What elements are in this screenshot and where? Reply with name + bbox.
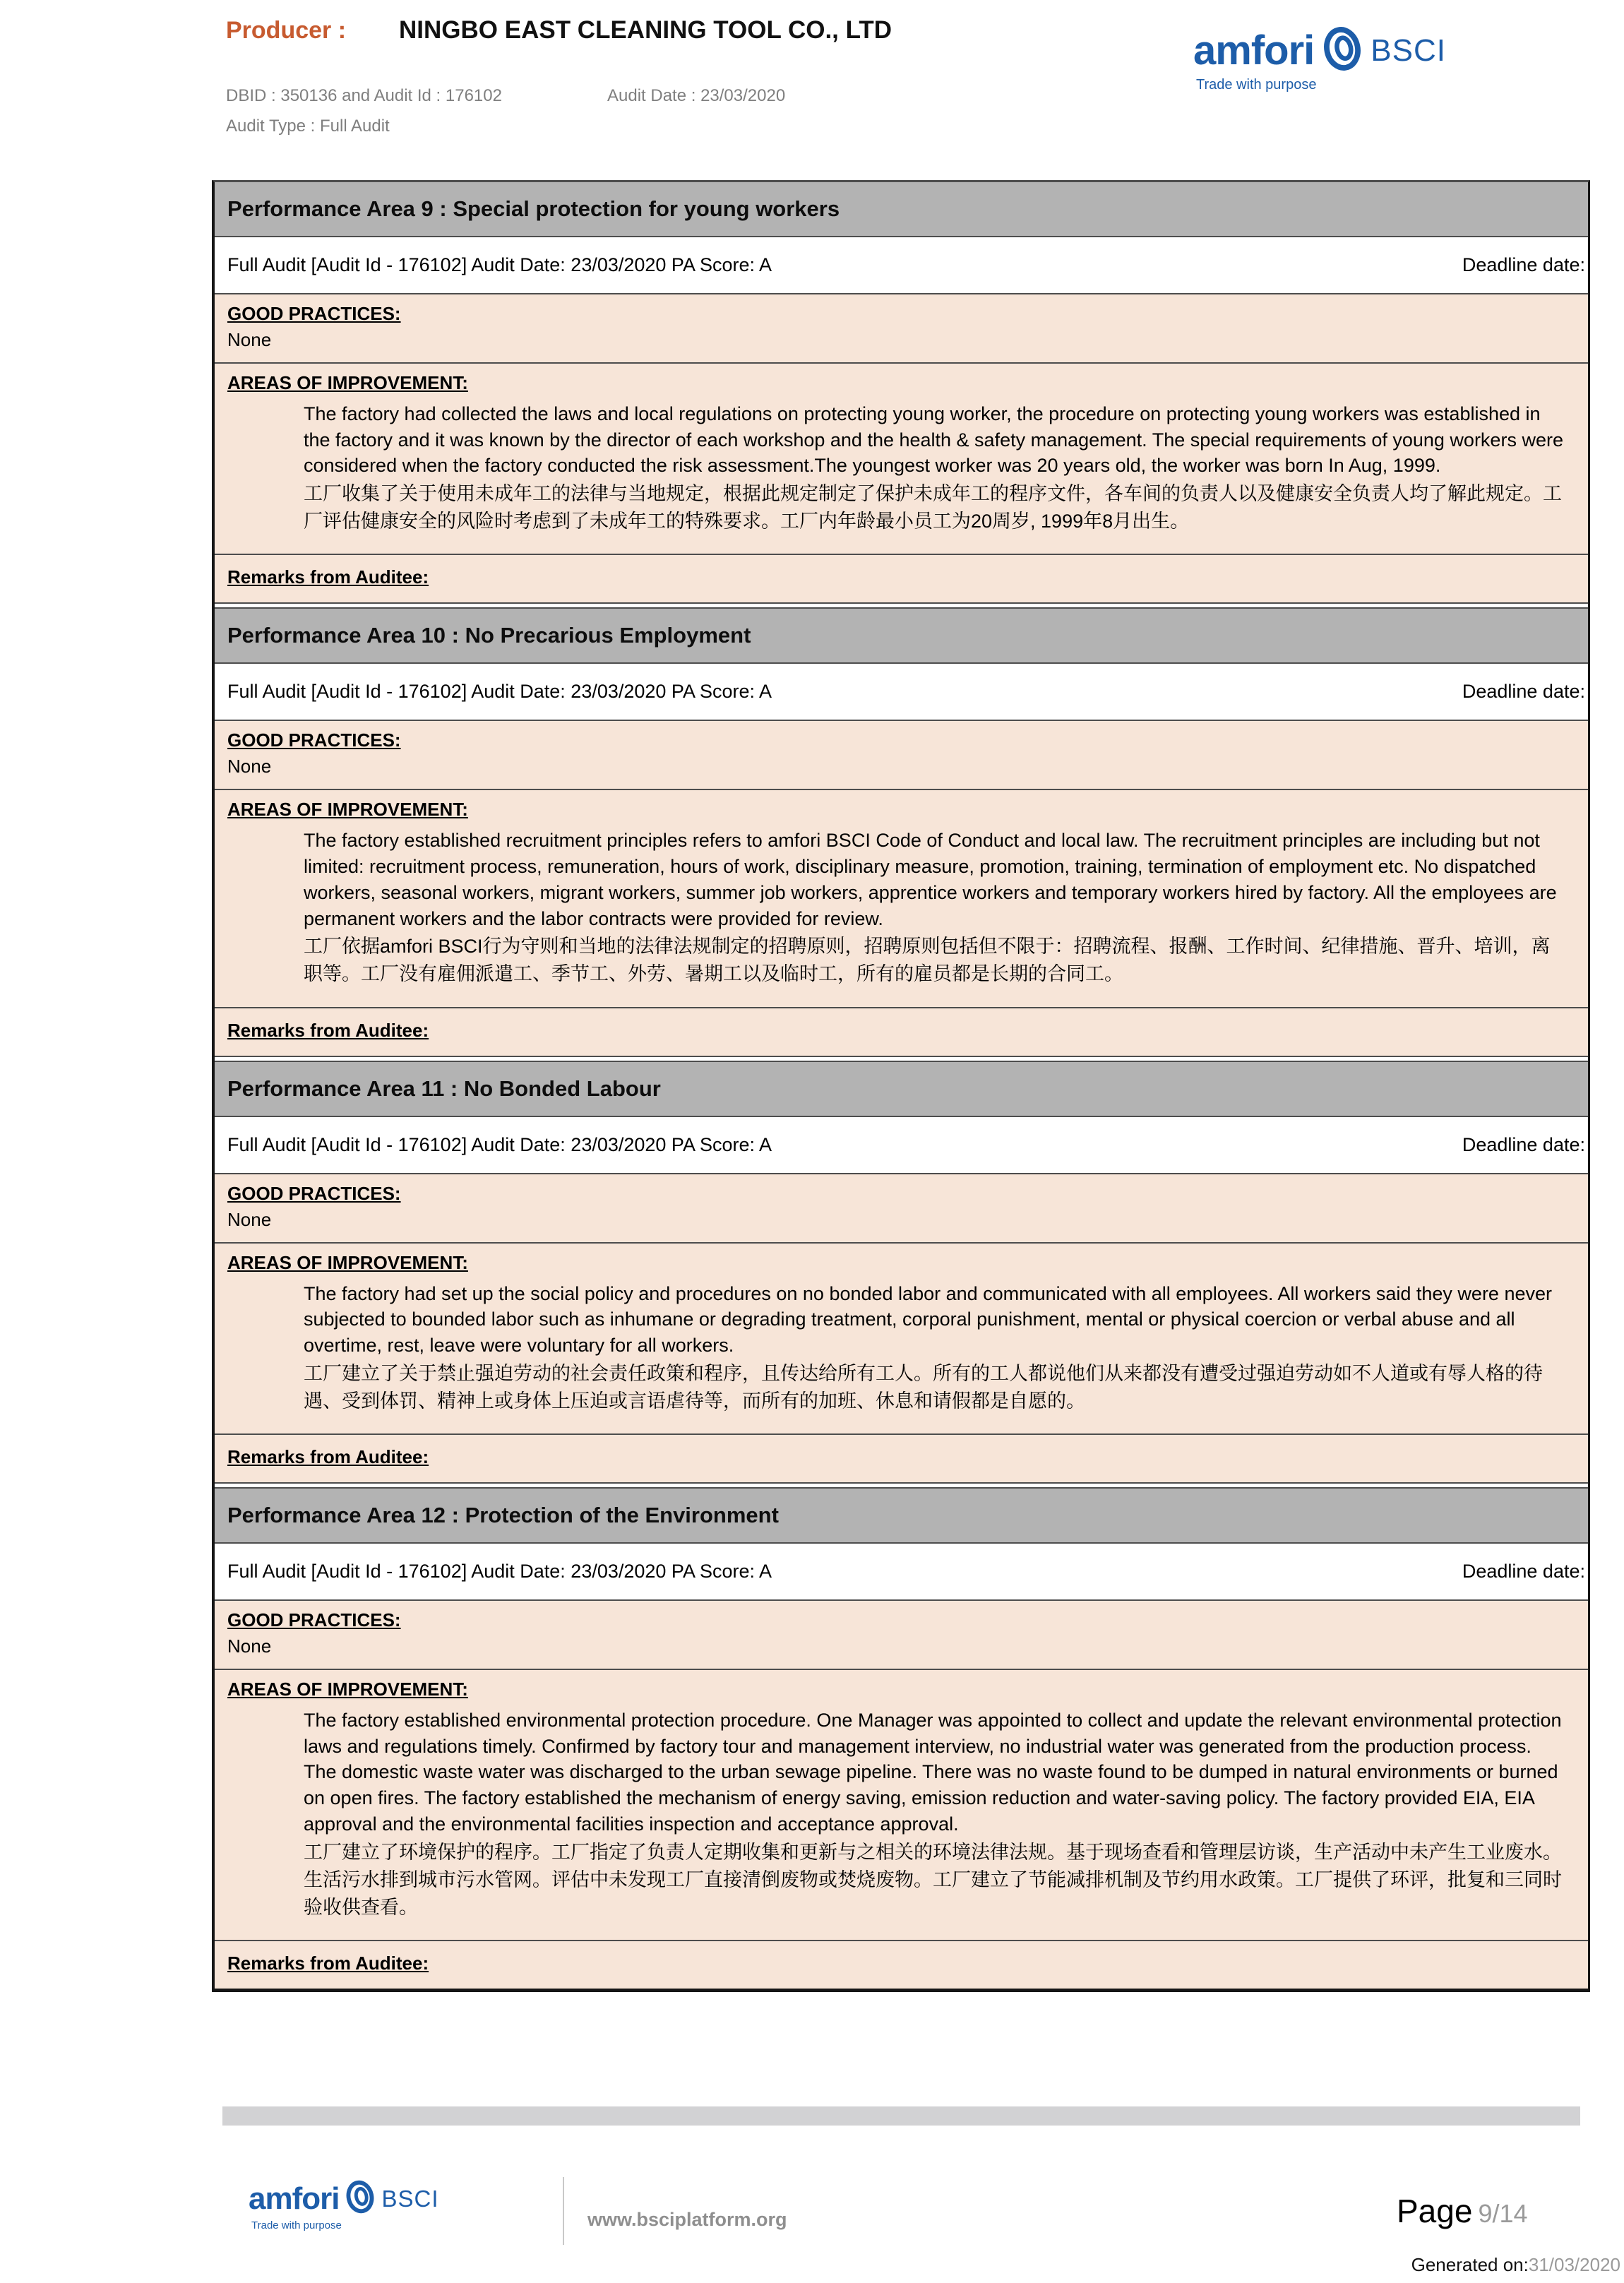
performance-area-9-section [215, 182, 1588, 604]
deadline-date-label: Deadline date: [1462, 681, 1585, 703]
audit-info-row [215, 1544, 1588, 1601]
good-practices-label: GOOD PRACTICES: [227, 1609, 401, 1631]
aoi-text-chinese: 工厂建立了环境保护的程序。工厂指定了负责人定期收集和更新与之相关的环境法律法规。基于现场查看和管理层访谈，生产活动中未产生工业废水。生活污水排到城市污水管网。评估中未发现工厂直接清倒废物或焚烧废物。工厂建立了节能减排机制及节约用水政策。工厂提供了环评，批复和三同时验收供查看。 [304, 1841, 1562, 1918]
footer-separator-bar [222, 2106, 1580, 2126]
remarks-from-auditee-block [215, 1435, 1588, 1482]
remarks-from-auditee-block [215, 1941, 1588, 1989]
page-number: 9/14 [1478, 2199, 1528, 2228]
audit-info-row [215, 664, 1588, 721]
good-practices-block [215, 1174, 1588, 1244]
amfori-wordmark: amfori [249, 2181, 340, 2216]
amfori-tagline: Trade with purpose [251, 2219, 342, 2231]
page-indicator [1397, 2192, 1528, 2230]
audit-date: Audit Date : 23/03/2020 [607, 86, 786, 105]
generated-on [1411, 2254, 1620, 2276]
deadline-date-label: Deadline date: [1462, 1561, 1585, 1582]
dbid-audit-id: DBID : 350136 and Audit Id : 176102 [226, 86, 502, 105]
audit-info-text: Full Audit [Audit Id - 176102] Audit Date: 23/03/2020 PA Score: A [227, 1561, 772, 1582]
good-practices-label: GOOD PRACTICES: [227, 729, 401, 751]
page-label: Page [1397, 2193, 1473, 2229]
areas-of-improvement-block [215, 1244, 1588, 1435]
audit-info-text: Full Audit [Audit Id - 176102] Audit Date: 23/03/2020 PA Score: A [227, 1133, 772, 1155]
good-practices-value: None [227, 1635, 272, 1657]
aoi-text-english: The factory established environmental protection procedure. One Manager was appointed to collect and update the relevant environmental protection laws and regulations timely. Confirmed by factory tour and management interview, no industrial water was generated from the production process. The domestic waste water was discharged to the urban sewage pipeline. There was no waste found to be dumped in natural environments or burned on open fires. The factory established the mechanism of energy saving, emission reduction and water-saving policy. The factory provided EIA, EIA approval and the environmental facilities inspection and acceptance approval. [304, 1710, 1562, 1835]
aoi-text-chinese: 工厂收集了关于使用未成年工的法律与当地规定，根据此规定制定了保护未成年工的程序文件，各车间的负责人以及健康安全负责人均了解此规定。工厂评估健康安全的风险时考虑到了未成年工的特殊要求。工厂内年龄最小员工为20周岁, 1999年8月出生。 [304, 483, 1562, 532]
remarks-from-auditee-label: Remarks from Auditee: [227, 1446, 429, 1468]
performance-area-9-title: Performance Area 9 : Special protection for young workers [215, 182, 1588, 237]
amfori-bsci-logo [1193, 25, 1446, 93]
generated-on-date: 31/03/2020 [1528, 2254, 1620, 2275]
areas-of-improvement-block [215, 1670, 1588, 1941]
good-practices-label: GOOD PRACTICES: [227, 1182, 401, 1204]
aoi-text-english: The factory had collected the laws and local regulations on protecting young worker, the procedure on protecting young workers was established in the factory and it was known by the director of each workshop and the health & safety management. The special requirements of young workers were considered when the factory conducted the risk assessment.The youngest worker was 20 years old, the worker was born In Aug, 1999. [304, 403, 1563, 477]
remarks-from-auditee-block [215, 1008, 1588, 1056]
performance-area-11-section [215, 1061, 1588, 1484]
amfori-spiral-icon [345, 2179, 375, 2218]
areas-of-improvement-label: AREAS OF IMPROVEMENT: [227, 1679, 468, 1700]
areas-of-improvement-label: AREAS OF IMPROVEMENT: [227, 1251, 468, 1273]
audit-info-text: Full Audit [Audit Id - 176102] Audit Date: 23/03/2020 PA Score: A [227, 254, 772, 275]
aoi-text-chinese: 工厂依据amfori BSCI行为守则和当地的法律法规制定的招聘原则，招聘原则包括但不限于：招聘流程、报酬、工作时间、纪律措施、晋升、培训，离职等。工厂没有雇佣派遣工、季节工、外劳、暑期工以及临时工，所有的雇员都是长期的合同工。 [304, 936, 1551, 985]
areas-of-improvement-label: AREAS OF IMPROVEMENT: [227, 372, 468, 393]
performance-area-10-title: Performance Area 10 : No Precarious Employment [215, 609, 1588, 664]
areas-of-improvement-label: AREAS OF IMPROVEMENT: [227, 799, 468, 821]
performance-area-11-title: Performance Area 11 : No Bonded Labour [215, 1062, 1588, 1117]
audit-info-text: Full Audit [Audit Id - 176102] Audit Date: 23/03/2020 PA Score: A [227, 681, 772, 703]
performance-areas-table [212, 180, 1590, 1992]
audit-type: Audit Type : Full Audit [226, 117, 390, 136]
aoi-text-english: The factory established recruitment principles refers to amfori BSCI Code of Conduct and local law. The recruitment principles are including but not limited: recruitment process, remuneration, hours of work, disciplinary measure, promotion, training, termination of employment etc. No dispatched workers, seasonal workers, migrant workers, summer job workers, apprentice workers and temporary workers hired by factory. All the employees are permanent workers and the labor contracts were provided for review. [304, 830, 1557, 929]
bsciplatform-link[interactable]: www.bsciplatform.org [587, 2209, 787, 2230]
amfori-wordmark: amfori [1193, 28, 1315, 73]
performance-area-12-section [215, 1487, 1588, 1989]
good-practices-block [215, 721, 1588, 790]
good-practices-value: None [227, 1208, 272, 1230]
good-practices-block [215, 1601, 1588, 1670]
amfori-tagline: Trade with purpose [1196, 77, 1317, 93]
bsci-wordmark: BSCI [381, 2185, 439, 2212]
producer-label: Producer : [226, 17, 347, 44]
good-practices-value: None [227, 329, 272, 350]
aoi-text-chinese: 工厂建立了关于禁止强迫劳动的社会责任政策和程序，且传达给所有工人。所有的工人都说他们从来都没有遭受过强迫劳动如不人道或有辱人格的待遇、受到体罚、精神上或身体上压迫或言语虐待等，而所有的加班、休息和请假都是自愿的。 [304, 1362, 1543, 1412]
aoi-text-english: The factory had set up the social policy and procedures on no bonded labor and communicated with all employees. All workers said they were never subjected to bounded labor such as inhumane or degrading treatment, corporal punishment, mental or physical coercion or verbal abuse and all overtime, rest, leave were voluntary for all workers. [304, 1282, 1552, 1357]
producer-name: NINGBO EAST CLEANING TOOL CO., LTD [399, 16, 892, 44]
footer-divider [563, 2177, 564, 2245]
areas-of-improvement-block [215, 364, 1588, 555]
footer-amfori-bsci-logo [249, 2179, 439, 2231]
good-practices-value: None [227, 756, 272, 777]
performance-area-12-title: Performance Area 12 : Protection of the Environment [215, 1489, 1588, 1544]
generated-on-label: Generated on: [1411, 2254, 1529, 2275]
audit-info-row [215, 237, 1588, 294]
remarks-from-auditee-block [215, 555, 1588, 602]
areas-of-improvement-block [215, 790, 1588, 1008]
remarks-from-auditee-label: Remarks from Auditee: [227, 1953, 429, 1974]
bsci-wordmark: BSCI [1371, 32, 1446, 68]
good-practices-block [215, 294, 1588, 364]
deadline-date-label: Deadline date: [1462, 1133, 1585, 1155]
amfori-spiral-icon [1323, 25, 1362, 76]
audit-info-row [215, 1117, 1588, 1174]
remarks-from-auditee-label: Remarks from Auditee: [227, 566, 429, 588]
performance-area-10-section [215, 607, 1588, 1056]
deadline-date-label: Deadline date: [1462, 254, 1585, 275]
remarks-from-auditee-label: Remarks from Auditee: [227, 1019, 429, 1041]
good-practices-label: GOOD PRACTICES: [227, 303, 401, 324]
